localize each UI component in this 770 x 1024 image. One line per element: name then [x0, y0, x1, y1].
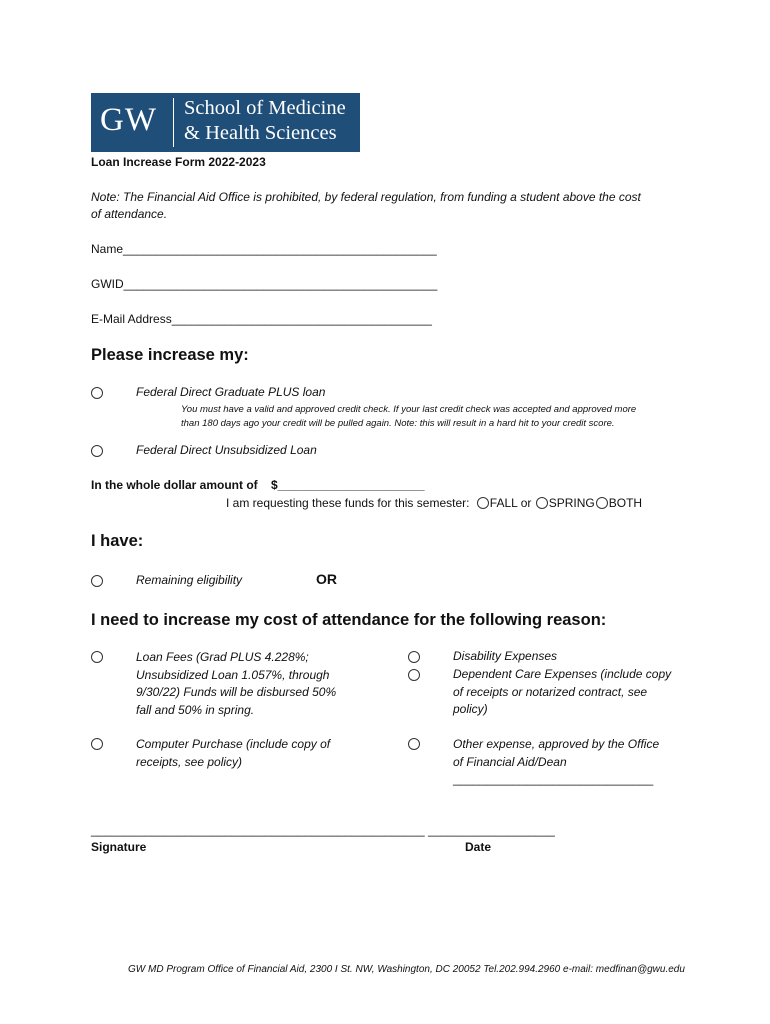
logo-line-1: School of Medicine [184, 97, 346, 119]
disability-radio[interactable] [408, 651, 420, 663]
other-expense-radio[interactable] [408, 738, 420, 750]
logo-divider [173, 98, 174, 147]
form-title: Loan Increase Form 2022-2023 [91, 155, 266, 169]
note-line-1: Note: The Financial Aid Office is prohibited, by federal regulation, from funding a student above the cost [91, 190, 641, 204]
computer-purchase-text [136, 736, 330, 771]
dependent-care-text [453, 666, 671, 719]
gw-logo [91, 93, 360, 152]
semester-row [226, 496, 642, 510]
loan-fees-radio[interactable] [91, 651, 103, 663]
unsubsidized-radio[interactable] [91, 445, 103, 457]
loan-fees-line: fall and 50% in spring. [136, 702, 255, 717]
grad-plus-note-1: You must have a valid and approved credit check. If your last credit check was accepted and approved more [181, 404, 637, 415]
loan-fees-line: 9/30/22) Funds will be disbursed 50% [136, 685, 337, 699]
logo-line-2: & Health Sciences [184, 122, 337, 144]
amount-label: In the whole dollar amount of [91, 478, 258, 492]
dependent-care-line: of receipts or notarized contract, see [453, 684, 648, 699]
logo-mark: GW [100, 102, 157, 138]
section-heading-increase: Please increase my: [91, 346, 249, 364]
fall-label: FALL or [489, 496, 532, 510]
amount-field[interactable]: $______________________ [271, 478, 425, 492]
footer-contact: GW MD Program Office of Financial Aid, 2300 I St. NW, Washington, DC 20052 Tel.202.994.2960 e-mail: medfinan@gwu.edu [128, 964, 685, 975]
other-expense-blank[interactable]: ______________________________ [453, 772, 654, 786]
signature-label: Signature [91, 840, 147, 854]
note-line-2: of attendance. [91, 207, 168, 221]
grad-plus-note-2: than 180 days ago your credit will be pulled again. Note: this will result in a hard hit to your credit score. [181, 418, 615, 429]
other-expense-text [453, 736, 659, 789]
gwid-field[interactable]: GWID_______________________________________________ [91, 277, 438, 291]
or-text: OR [316, 571, 337, 587]
grad-plus-radio[interactable] [91, 387, 103, 399]
unsubsidized-label: Federal Direct Unsubsidized Loan [136, 443, 317, 457]
loan-fees-line: Unsubsidized Loan 1.057%, through [136, 667, 330, 682]
both-label: BOTH [608, 496, 643, 510]
disability-label: Disability Expenses [453, 649, 558, 663]
computer-purchase-radio[interactable] [91, 738, 103, 750]
spring-radio[interactable] [536, 497, 548, 509]
dependent-care-line: policy) [453, 702, 488, 716]
name-field[interactable]: Name_______________________________________________ [91, 242, 437, 256]
section-heading-reason: I need to increase my cost of attendance for the following reason: [91, 611, 607, 629]
computer-purchase-line: Computer Purchase (include copy of [136, 737, 331, 751]
fall-radio[interactable] [477, 497, 489, 509]
computer-purchase-line: receipts, see policy) [136, 754, 243, 769]
spring-label: SPRING [548, 496, 595, 510]
other-expense-line: of Financial Aid/Dean [453, 754, 567, 769]
dependent-care-radio[interactable] [408, 669, 420, 681]
remaining-eligibility-label: Remaining eligibility [136, 573, 243, 587]
other-expense-line: Other expense, approved by the Office [453, 737, 660, 751]
semester-prompt: I am requesting these funds for this semester: [226, 496, 470, 510]
section-heading-have: I have: [91, 532, 144, 550]
loan-fees-text [136, 649, 336, 719]
email-field[interactable]: E-Mail Address_______________________________________ [91, 312, 432, 326]
grad-plus-label: Federal Direct Graduate PLUS loan [136, 385, 326, 399]
signature-line[interactable]: __________________________________________________ ___________________ [91, 823, 555, 837]
remaining-eligibility-radio[interactable] [91, 575, 103, 587]
both-radio[interactable] [596, 497, 608, 509]
date-label: Date [465, 840, 492, 854]
dependent-care-line: Dependent Care Expenses (include copy [453, 667, 672, 681]
loan-fees-line: Loan Fees (Grad PLUS 4.228%; [136, 650, 309, 664]
